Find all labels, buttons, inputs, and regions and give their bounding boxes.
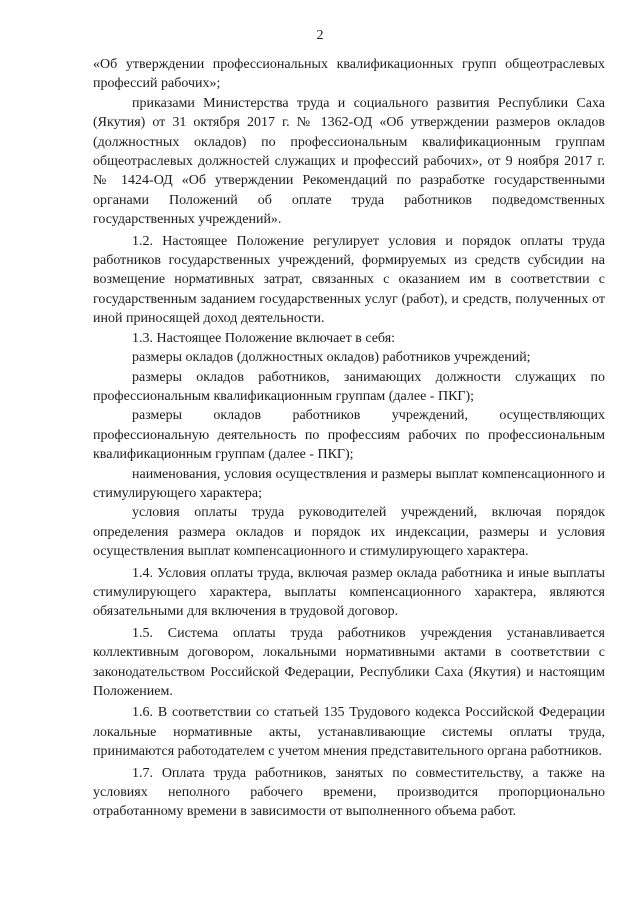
paragraph-1-2: 1.2. Настоящее Положение регулирует условия и порядок оплаты труда работников государственных учреждений, формируемых из средств субсидии на возмещение нормативных затрат, связанных с оказанием им в соответствии с государственным заданием государственных услуг (работ), и средств, полученных от иной приносящей доход деятельности. — [93, 233, 605, 327]
paragraph-1-5: 1.5. Система оплаты труда работников учреждения устанавливается коллективным договором, локальными нормативными актами в соответствии с законодательством Российской Федерации, Республики Саха (Якутия) и настоящим Положением. — [93, 625, 605, 699]
list-item-employee-salaries: размеры окладов работников, занимающих должности служащих по профессиональным квалификационным группам (далее - ПКГ); — [93, 369, 605, 404]
list-item-salary-sizes: размеры окладов (должностных окладов) работников учреждений; — [132, 350, 531, 366]
paragraph-orders: приказами Министерства труда и социального развития Республики Саха (Якутия) от 31 октября 2017 г. № 1362-ОД «Об утверждении размеров окладов (должностных окладов) по профессиональным квалификационным группам общеотраслевых должностей служащих и профессий рабочих», от 9 ноября 2017 г. № 1424-ОД «Об утверждении Рекомендаций по разработке государственными органами Положений об оплате труда работников подведомственных государственных учреждений». — [93, 95, 605, 228]
list-item-worker-salaries: размеры окладов работников учреждений, осуществляющих профессиональную деятельность по профессиям рабочих по профессиональным квалификационным группам (далее - ПКГ); — [93, 408, 605, 463]
paragraph-1-6: 1.6. В соответствии со статьей 135 Трудового кодекса Российской Федерации локальные нормативные акты, устанавливающие системы оплаты труда, принимаются работодателем с учетом мнения представительного органа работников. — [93, 705, 605, 760]
paragraph-1-4: 1.4. Условия оплаты труда, включая размер оклада работника и иные выплаты стимулирующего характера, выплаты компенсационного характера, являются обязательными для включения в трудовой договор. — [93, 565, 605, 620]
paragraph-1-3: 1.3. Настоящее Положение включает в себя: — [132, 330, 396, 346]
list-item-payments: наименования, условия осуществления и размеры выплат компенсационного и стимулирующего характера; — [93, 466, 605, 501]
paragraph-1-7: 1.7. Оплата труда работников, занятых по совместительству, а также на условиях неполного рабочего времени, производится пропорционально отработанному времени в зависимости от выполненного объема работ. — [93, 765, 605, 820]
document-body — [93, 55, 605, 822]
list-item-management-pay: условия оплаты труда руководителей учреждений, включая порядок определения размера окладов и порядок их индексации, размеры и условия осуществления выплат компенсационного и стимулирующего характера. — [93, 505, 605, 560]
page-number: 2 — [316, 28, 324, 43]
paragraph-quote-continuation: «Об утверждении профессиональных квалификационных групп общеотраслевых профессий рабочих»; — [93, 57, 605, 92]
